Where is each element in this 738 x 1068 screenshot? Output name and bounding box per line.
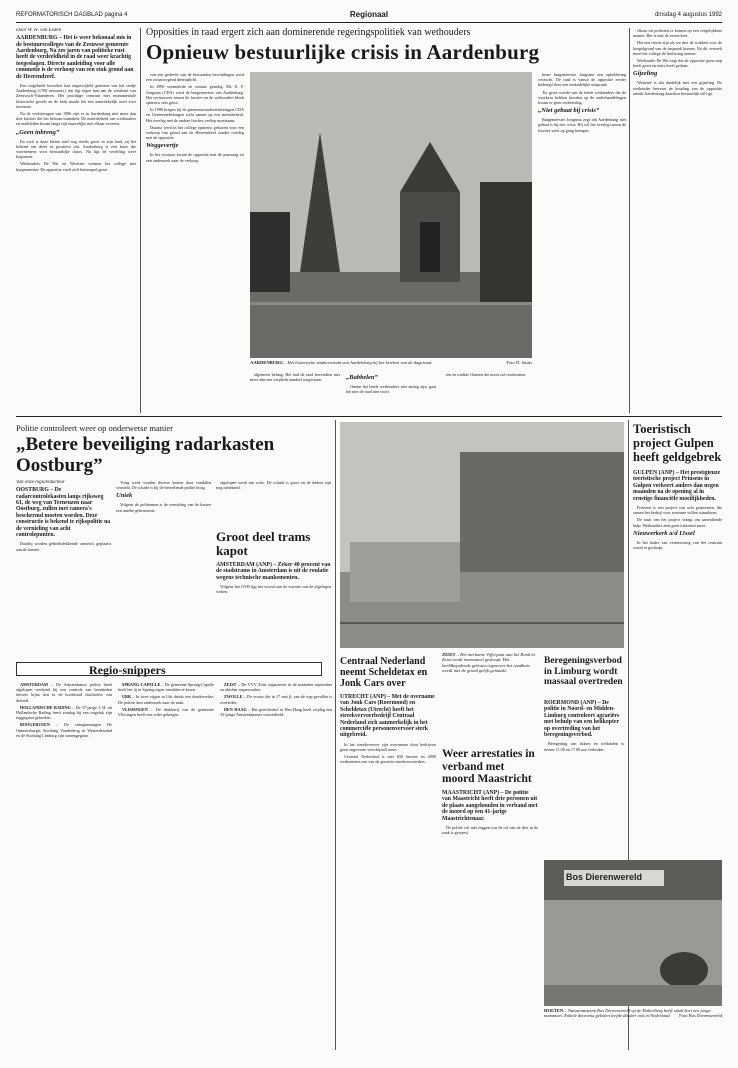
beregening-lead: ROERMOND (ANP) – De politie in Noord- en Midden-Limburg controleert agrariërs met behulp van een helikopter op overtreding van het beregeningsverbod.: [544, 700, 620, 739]
gulpen-lead: GULPEN (ANP) – Het prestigieuze toeristische project Prinsens in Gulpen verkeert anders dan negen maanden na de opening al in ernstige financiële moeilijkheden.: [633, 470, 721, 502]
subhead-nieuwerkerk: Nieuwerkerk a/d IJssel: [633, 529, 695, 537]
section-title: Regionaal: [349, 10, 389, 19]
arrest-headline: Weer arrestaties in verband met moord Maastricht: [442, 748, 535, 785]
main-story-column-2: van een gedeelte van de bewaarden bewindingen werd een zwaarwegend dienstplicht. In 1990 veranderde de situatie grondig. Mr. E. P. Jongsma (CDA) werd de burgemeester van Aardenburg. Het vertrouwen tussen de fracties en de wethouders bleek opnieuw niet groot. In 1990 kregen bij de gemeenteraadsverkiezingen CDA en Gemeentebelangen zicht samen op een meerderheid. Het overleg met de andere fracties verliep moeizaam. Daarna werd in het college opnieuw gekozen voor een verkoop van grond aan de Heerendreef zonder overleg met de oppositie. Weggevertje In het voorjaar kwam de oppositie met de aanvraag tot een onderzoek naar de verkoop.: [146, 72, 244, 163]
holten-caption-place: HOLTEN: [544, 1008, 564, 1013]
main-story-column-6: heurt burgemeester Jongsma een opheldering verzocht. De raad is vanuit de oppositie eerder bedreigd door een onduidelijke uitspraak. Tot grote woede van de beide wethouders die de voorkeur hebben kiesden op de onderhandelingen kwam er geen verbetering. „Niet gebaat bij crisis” Burgemeester Jongsma zegt dat Aardenburg niet gebaat is bij een crisis. Hij wil het overleg tussen de fracties weer op gang brengen.: [538, 72, 626, 133]
caption-place: AARDENBURG: [250, 360, 283, 365]
snipper-text: – Het gerechtshof in Den Haag heeft vrijdag een 33-jarige Amsterdammer veroordeeld.: [220, 706, 332, 718]
main-lead: AARDENBURG – Het is weer bekonaal mis in de bestuurscolleges van de Zeeuwse gemeente Aardenburg. Na zes jaren van politieke rust heeft de verdeeldheid in de raad weer krachtig toegeslagen. Directe aanleiding voor alle commotie is de verhoop van een stuk grond aan de Heerendreef.: [16, 35, 134, 80]
holten-photo-credit: Foto Bos Dierenwereld: [679, 1013, 722, 1019]
zeist-caption: [442, 652, 538, 674]
snipper-place: VLISSINGEN: [122, 706, 148, 712]
beregening-headline: Beregeningsverbod in Limburg wordt massaal overtreden: [544, 656, 623, 687]
snipper-text: – De drukkerij van de gemeente Vlissingen heeft een order gekregen.: [118, 706, 214, 718]
snipper-place: URK: [122, 694, 132, 700]
beregening-column: ROERMOND (ANP) – De politie in Noord- en Midden-Limburg controleert agrariërs met behulp van een helikopter op overtreding van het beregeningsverbod. Beregening van akkers en weilanden is tussen 11.00 en 17.00 uur verboden.: [544, 700, 624, 752]
snipper-text: – De 37-jarige J. H. uit Hollandsche Rading heeft zondag bij een ongeluk zijn ruggegraat gebroken.: [16, 704, 112, 721]
regio-column-2: [118, 682, 214, 1050]
newspaper-page: [16, 10, 722, 1050]
holten-photo: [544, 860, 722, 1006]
photo-credit: Foto D. Smits: [506, 360, 532, 365]
oostburg-column-1: Van onze regioredacteur OOSTBURG – De radarcontrolekasten langs rijksweg 61, de weg van Terneuzen naar Oostburg, zullen met camera's beschermd moeten worden. Deze constructie is bekend te rijkspolitie na de vernieling van acht controlepunten. Daarbij worden gebiedsdekkende camera's geplaatst aan de kasten.: [16, 480, 111, 552]
section-rule: [16, 416, 722, 417]
main-story-column-3: algemeen belang. Het had de raad bovendien niet meer dan een verplicht aandeel toegestaan.: [250, 372, 340, 383]
building-demolition-illustration: [340, 422, 624, 648]
centraal-lead: UTRECHT (ANP) – Met de overname van Jonk Cars (Roermond) en Scheldetax (Utrecht) heeft het streekvervoerbedrijf Centraal Nederland zich aanmerkelijk in het commerciële personenvervoer sterk uitgebreid.: [340, 694, 435, 739]
arrest-column: MAASTRICHT (ANP) – De politie van Maastricht heeft drie personen uit de plaats aangehouden in verband met de moord op een 41-jarige Maastrichtenaar. De politie wil niet zeggen wat de rol van de drie in de zaak is geweest.: [442, 790, 538, 836]
gulpen-headline: Toeristisch project Gulpen heeft geldgebrek: [633, 422, 722, 464]
paper-name: REFORMATORISCH DAGBLAD pagina 4: [16, 12, 128, 18]
trams-headline: Groot deel trams kapot: [216, 529, 311, 558]
caption-text: – Het historische stadscentrum van Aardenburg bij het krieken van de dageraad.: [282, 360, 433, 365]
trams-lead: AMSTERDAM (ANP) – Zeker 40 procent van de stadstrams in Amsterdam is uit de roulatie wegens technische mankementen.: [216, 562, 331, 581]
main-kicker: Opposities in raad ergert zich aan dominerende regeringspolitiek van wethouders: [146, 27, 471, 38]
snipper-place: HOLLANDSCHE RADING: [20, 704, 71, 710]
snipper-text: – De Amsterdamse politie heeft afgelopen weekend bij een controle van honderden fietsers bijna tien in de hoofdstad slachtoffer van diefstal.: [16, 682, 112, 703]
snipper-place: ZEIST: [224, 682, 237, 687]
subhead-babbelen: „Babbelen”: [346, 374, 378, 381]
snipper-text: – De vrouw die in 17 mei jl. van de trap gevallen is overleden.: [220, 694, 332, 705]
snipper-place: ZWOLLE: [224, 694, 243, 700]
zeist-caption-text: – Het merkante Vijferpunt aan het Rond in Zeist wordt momenteel gesloopt. Het beeldbepalende gebouw tegenover het raadhuis wordt met de grond gelijk gemaakt.: [442, 652, 535, 674]
main-story-column-1: Door W. H. van Eeden AARDENBURG – Het is weer bekonaal mis in de bestuurscolleges van de Zeeuwse gemeente Aardenburg. Na zes jaren van politieke rust heeft de verdeeldheid in de raad weer krachtig toegeslagen. Directe aanleiding voor alle commotie is de verhoop van een stuk grond aan de Heerendreef. Een uitgebreid bezoeker kan ongetwijfeld genieten van het stedje Aardenburg (1700 inwoners), dat ligt tegen hun aan de westkant van Zeeuwsch-Vlaanderen. Het prachtige centrum met monumentale historische gevels en de kerk maakt het een aantrekkelijk oord voor toeristen. Na de verkiezingen van 1986 zijn er in Aardenburg niet meer dan drie fracties die het bestuur uitmaken. De meerderheid van wethouders en raadsleden kwam lange tijd nauwelijks met elkaar overeen. „Geen inbreng” En toch is deze kleine stad nog steeds groot in zijn land, zij het bekend om dieet in positieve zin. Aardenburg is een kater die voornemens voor bestuurlijke chaos. Nu ligt de verdeling weer begonnen. Wethouders De Wit en Westrate vormen het college met burgemeester. De oppositie voelt zich buitenspel gezet.: [16, 28, 136, 172]
main-story-column-4: „Babbelen” Omdat het beide wethouders niet zinnig zijn, gaat het met de raad niet voort.: [346, 374, 436, 395]
oostburg-column-2: Vorig week werden diverse kasten door vandalen vernield. De schade is bij de betreffende politie hoog. Uniek Volgens de politiemen is de vernieling van de kasten een unieke gebeurtenis.: [116, 480, 211, 513]
page-header: [16, 10, 722, 23]
subhead-niet-gebaat: „Niet gebaat bij crisis”: [538, 107, 600, 115]
snipper-place: SPRANG-CAPELLE: [122, 682, 161, 687]
gulpen-column: GULPEN (ANP) – Het prestigieuze toeristische project Prinsens in Gulpen verkeert anders dan negen maanden na de opening al in ernstige financiële moeilijkheden. Prinsens is een project van acht gemeenten, die samen het bedrijf voor toerisme willen stimuleren. De staat van het project vraagt om aanvullende hulp. Wethouders zien geen toekomst meer. Nieuwerkerk a/d IJssel In het kader van vernieuwing van het centrum wordt er gesloopt.: [633, 470, 722, 551]
centraal-headline: Centraal Nederland neemt Scheldetax en Jonk Cars over: [340, 656, 428, 689]
holten-caption-text: – Natuurmuseum Bos Dierenwereld op de Holterberg heeft sinds kort een jonge mammoet. Enkele decennia geleden leefde dit dier ook in Nederland.: [544, 1008, 711, 1019]
oostburg-lead: OOSTBURG – De radarcontrolekasten langs rijksweg 61, de weg van Terneuzen naar Oostburg, zullen met camera's beschermd moeten worden. Deze constructie is bekend te rijkspolitie na de vernieling van acht controlepunten.: [16, 487, 111, 539]
regio-column-1: [16, 682, 112, 1050]
subhead-gijzeling: Gijzeling: [633, 70, 658, 78]
holten-caption: [544, 1008, 722, 1019]
regio-column-3: [220, 682, 332, 1050]
subhead-weggevertje: Weggevertje: [146, 142, 179, 150]
oostburg-kicker: Politie controleert weer op onderwetse manier: [16, 423, 173, 433]
column-divider: [140, 28, 141, 413]
centraal-column: UTRECHT (ANP) – Met de overname van Jonk Cars (Roermond) en Scheldetax (Utrecht) heeft het streekvervoerbedrijf Centraal Nederland zich aanmerkelijk in het commerciële personenvervoer sterk uitgebreid. In het streekvervoer zijn overnames door bedrijven geen ongewone verschijnsel meer. Centraal Nederland is met 650 bussen en 2000 werknemers een van de grootste streekvervoerders.: [340, 694, 436, 765]
snipper-text: – In twee vijgen in Urk drinkt een drankwerker. De politie doet onderzoek naar de zaak.: [118, 694, 214, 705]
subhead-uniek: Uniek: [116, 492, 133, 500]
subhead-geen-inbreng: „Geen inbreng”: [16, 128, 60, 136]
column-divider: [629, 28, 630, 413]
main-story-column-5: ren en traditie flateren die nooit zal voorkomen.: [446, 372, 526, 377]
town-gate-illustration: [250, 72, 532, 358]
museum-sign: Bos Dierenwereld: [566, 872, 643, 882]
zeist-photo: [340, 422, 624, 648]
main-headline: Opnieuw bestuurlijke crisis in Aardenburg: [146, 40, 540, 64]
aardenburg-photo: [250, 72, 532, 358]
oostburg-byline: Van onze regioredacteur: [16, 480, 65, 485]
snipper-text: – De gemeente Sprang-Capelle heeft het tij in Sprang tegen vandalen te keren.: [118, 682, 214, 693]
main-story-column-7: elkaar uit proberen te komen op een vergelijkbare manier. Het is niet de eerste keer. Het een ritoen zijn als we met de stokken voor de koepelgrond van de inspraak komen. Na dit verzoek moet het college de beslissing nemen. Wethouder De Wit zegt dat de oppositie geen stap heeft gezet en niets heeft gedaan. Gijzeling Westrate is dat duidelijk met een gijzeling. De wethouder betreurt de houding van de oppositie omdat Aardenburg daardoor bestuurlijk stil ligt.: [633, 28, 722, 96]
oostburg-column-3: afgelopen week een actie. De schade is groot en de daders zijn nog onbekend.: [216, 480, 331, 491]
main-byline: Door W. H. van Eeden: [16, 28, 62, 33]
column-divider: [335, 420, 336, 1050]
snipper-text: – De stringnemingen De Ommetsburgh, Stichting Vanderdrog in Westerderzand en de Stichting Limburg zijn samengegaan.: [16, 722, 112, 738]
issue-date: dinsdag 4 augustus 1992: [654, 12, 722, 18]
oostburg-headline: „Betere beveiliging radarkasten Oostburg”: [16, 434, 275, 476]
zeist-caption-place: ZEIST: [442, 652, 456, 657]
trams-column: AMSTERDAM (ANP) – Zeker 40 procent van de stadstrams in Amsterdam is uit de roulatie wegens technische mankementen. Volgens het GVB ligt het vooral aan de warmte van de afgelopen weken.: [216, 562, 331, 595]
aardenburg-photo-caption: [250, 360, 532, 365]
snipper-text: – De VVV Zeist organiseert in de maanden september en oktober stapavonden.: [220, 682, 332, 693]
arrest-lead: MAASTRICHT (ANP) – De politie van Maastricht heeft drie personen uit de plaats aangehouden in verband met de moord op een 41-jarige Maastrichtenaar.: [442, 790, 538, 822]
snipper-place: AMSTERDAM: [20, 682, 48, 687]
snipper-place: DEN HAAG: [224, 706, 247, 712]
regio-snippers-heading: Regio-snippers: [16, 662, 322, 676]
snipper-place: BOOGERVEEN: [20, 722, 50, 728]
